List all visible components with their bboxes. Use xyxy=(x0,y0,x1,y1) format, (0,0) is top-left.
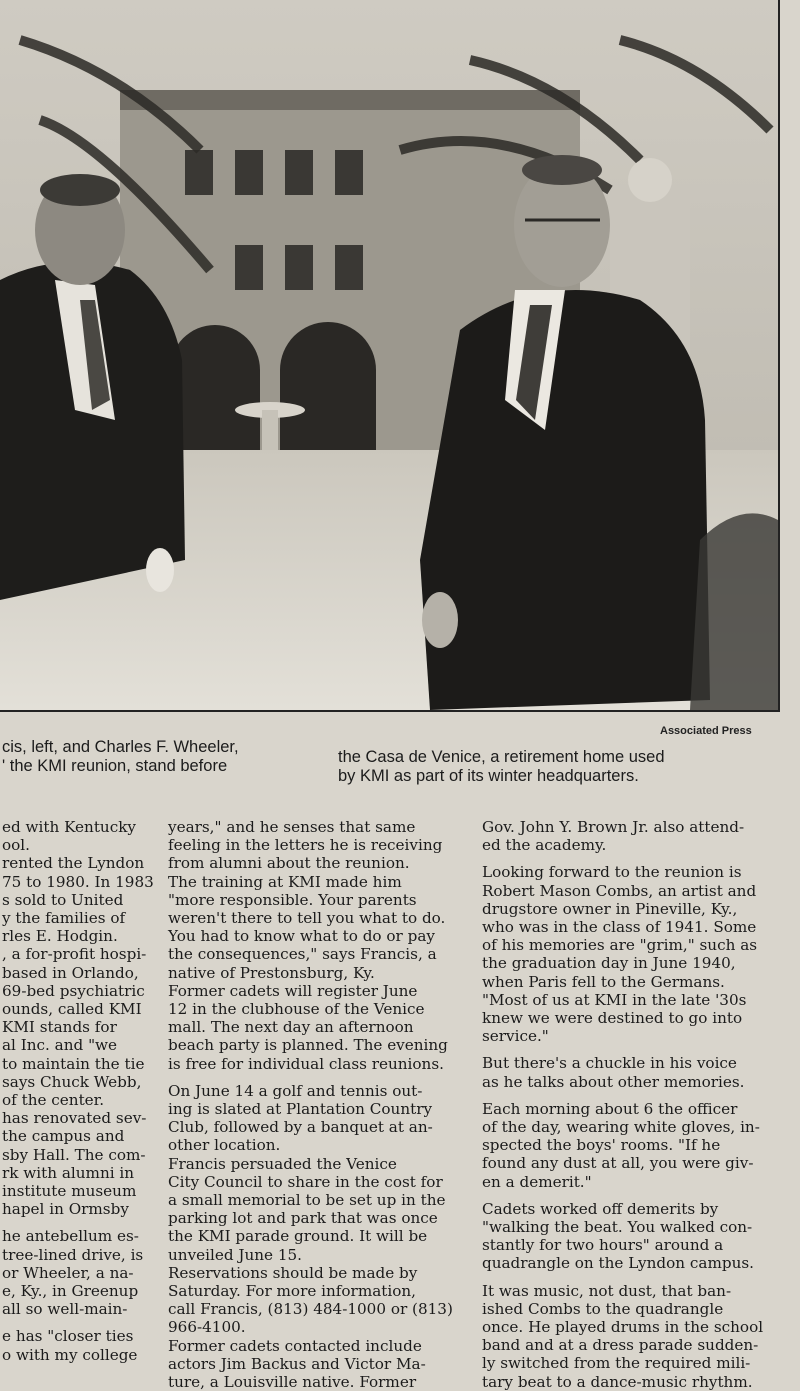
article-column-2 xyxy=(168,818,466,1391)
article-line: beach party is planned. The evening xyxy=(168,1036,448,1055)
article-line: o with my college xyxy=(2,1345,138,1364)
article-line: sby Hall. The com- xyxy=(2,1145,146,1164)
article-line: to maintain the tie xyxy=(2,1054,145,1073)
article-line: when Paris fell to the Germans. xyxy=(482,972,725,991)
article-line: ool. xyxy=(2,836,30,855)
article-line: knew we were destined to go into xyxy=(482,1009,743,1028)
article-line: Francis persuaded the Venice xyxy=(168,1154,397,1173)
article-line: 12 in the clubhouse of the Venice xyxy=(168,1000,425,1019)
article-line: rented the Lyndon xyxy=(2,854,145,873)
article-line: Robert Mason Combs, an artist and xyxy=(482,881,757,900)
article-line: quadrangle on the Lyndon campus. xyxy=(482,1254,754,1273)
paragraph-gap xyxy=(2,1318,162,1327)
article-line: Reservations should be made by xyxy=(168,1263,418,1282)
article-line: of his memories are "grim," such as xyxy=(482,936,758,955)
article-line: he antebellum es- xyxy=(2,1227,139,1246)
article-line: "Most of us at KMI in the late '30s xyxy=(482,990,747,1009)
article-line: Looking forward to the reunion is xyxy=(482,863,742,882)
article-line: Club, followed by a banquet at an- xyxy=(168,1118,433,1137)
article-line: en a demerit." xyxy=(482,1172,592,1191)
article-line: of the day, wearing white gloves, in- xyxy=(482,1118,760,1137)
paragraph-gap xyxy=(482,854,782,863)
article-line: "more responsible. Your parents xyxy=(168,890,417,909)
article-line: City Council to share in the cost for xyxy=(168,1172,443,1191)
article-line: Saturday. For more information, xyxy=(168,1282,416,1301)
article-line: all so well-main- xyxy=(2,1300,128,1319)
article-line: service." xyxy=(482,1027,549,1046)
article-line: mall. The next day an afternoon xyxy=(168,1018,414,1037)
article-line: y the families of xyxy=(2,909,126,928)
article-line: of the center. xyxy=(2,1091,105,1110)
article-line: from alumni about the reunion. xyxy=(168,854,410,873)
article-line: institute museum xyxy=(2,1182,137,1201)
article-line: ed with Kentucky xyxy=(2,818,136,836)
article-line: e, Ky., in Greenup xyxy=(2,1282,139,1301)
article-line: as he talks about other memories. xyxy=(482,1072,745,1091)
article-line: The training at KMI made him xyxy=(168,872,402,891)
article-line: band and at a dress parade sudden- xyxy=(482,1336,759,1355)
article-line: found any dust at all, you were giv- xyxy=(482,1154,754,1173)
article-line: tary beat to a dance-music rhythm. xyxy=(482,1372,753,1391)
article-column-3 xyxy=(482,818,782,1391)
article-line: is free for individual class reunions. xyxy=(168,1054,444,1073)
article-line: "walking the beat. You walked con- xyxy=(482,1218,753,1237)
paragraph-gap xyxy=(482,1045,782,1054)
photo-caption-left xyxy=(2,738,302,776)
article-line: drugstore owner in Pineville, Ky., xyxy=(482,899,738,918)
paragraph-gap xyxy=(168,1073,466,1082)
article-line: Gov. John Y. Brown Jr. also attend- xyxy=(482,818,745,836)
article-line: has renovated sev- xyxy=(2,1109,147,1128)
caption-line: ' the KMI reunion, stand before xyxy=(2,757,228,775)
news-photo xyxy=(0,0,780,712)
article-line: actors Jim Backus and Victor Ma- xyxy=(168,1354,426,1373)
article-line: Former cadets contacted include xyxy=(168,1336,422,1355)
article-line: e has "closer ties xyxy=(2,1327,134,1346)
article-line: stantly for two hours" around a xyxy=(482,1236,724,1255)
article-line: other location. xyxy=(168,1136,281,1155)
article-line: It was music, not dust, that ban- xyxy=(482,1281,732,1300)
article-line: who was in the class of 1941. Some xyxy=(482,918,757,937)
paragraph-gap xyxy=(482,1091,782,1100)
article-line: ture, a Louisville native. Former xyxy=(168,1373,417,1391)
article-line: feeling in the letters he is receiving xyxy=(168,836,443,855)
article-line: unveiled June 15. xyxy=(168,1245,303,1264)
article-line: the graduation day in June 1940, xyxy=(482,954,736,973)
article-column-1 xyxy=(2,818,162,1364)
article-line: 69-bed psychiatric xyxy=(2,981,145,1000)
article-line: native of Prestonsburg, Ky. xyxy=(168,963,375,982)
article-line: or Wheeler, a na- xyxy=(2,1263,134,1282)
article-line: rk with alumni in xyxy=(2,1163,135,1182)
article-line: once. He played drums in the school xyxy=(482,1318,764,1337)
article-line: Each morning about 6 the officer xyxy=(482,1099,738,1118)
article-line: al Inc. and "we xyxy=(2,1036,118,1055)
article-line: 75 to 1980. In 1983 xyxy=(2,872,154,891)
photo-credit: Associated Press xyxy=(660,725,752,737)
caption-line: the Casa de Venice, a retirement home used xyxy=(338,748,665,766)
article-line: years," and he senses that same xyxy=(168,818,416,836)
article-line: 966-4100. xyxy=(168,1318,246,1337)
photo-icon xyxy=(0,0,778,710)
article-line: call Francis, (813) 484-1000 or (813) xyxy=(168,1300,453,1319)
article-line: Former cadets will register June xyxy=(168,981,418,1000)
article-line: the consequences," says Francis, a xyxy=(168,945,437,964)
paragraph-gap xyxy=(482,1191,782,1200)
paragraph-gap xyxy=(482,1273,782,1282)
article-line: ing is slated at Plantation Country xyxy=(168,1100,433,1119)
article-line: weren't there to tell you what to do. xyxy=(168,909,446,928)
article-line: a small memorial to be set up in the xyxy=(168,1191,446,1210)
caption-line: by KMI as part of its winter headquarters. xyxy=(338,767,639,785)
article-line: tree-lined drive, is xyxy=(2,1245,144,1264)
article-line: Cadets worked off demerits by xyxy=(482,1199,719,1218)
article-line: hapel in Ormsby xyxy=(2,1200,129,1219)
photo-caption-right xyxy=(338,748,758,786)
article-line: s sold to United xyxy=(2,890,124,909)
article-line: , a for-profit hospi- xyxy=(2,945,147,964)
article-line: KMI stands for xyxy=(2,1018,117,1037)
article-line: You had to know what to do or pay xyxy=(168,927,435,946)
article-line: ed the academy. xyxy=(482,836,607,855)
article-line: But there's a chuckle in his voice xyxy=(482,1054,737,1073)
article-line: spected the boys' rooms. "If he xyxy=(482,1136,721,1155)
article-line: the campus and xyxy=(2,1127,125,1146)
paragraph-gap xyxy=(2,1218,162,1227)
article-line: ished Combs to the quadrangle xyxy=(482,1299,724,1318)
article-line: On June 14 a golf and tennis out- xyxy=(168,1081,423,1100)
caption-line: cis, left, and Charles F. Wheeler, xyxy=(2,738,239,756)
article-line: the KMI parade ground. It will be xyxy=(168,1227,428,1246)
article-line: parking lot and park that was once xyxy=(168,1209,438,1228)
article-line: says Chuck Webb, xyxy=(2,1072,142,1091)
article-line: ounds, called KMI xyxy=(2,1000,142,1019)
article-line: ly switched from the required mili- xyxy=(482,1354,751,1373)
article-line: based in Orlando, xyxy=(2,963,139,982)
article-line: rles E. Hodgin. xyxy=(2,927,118,946)
